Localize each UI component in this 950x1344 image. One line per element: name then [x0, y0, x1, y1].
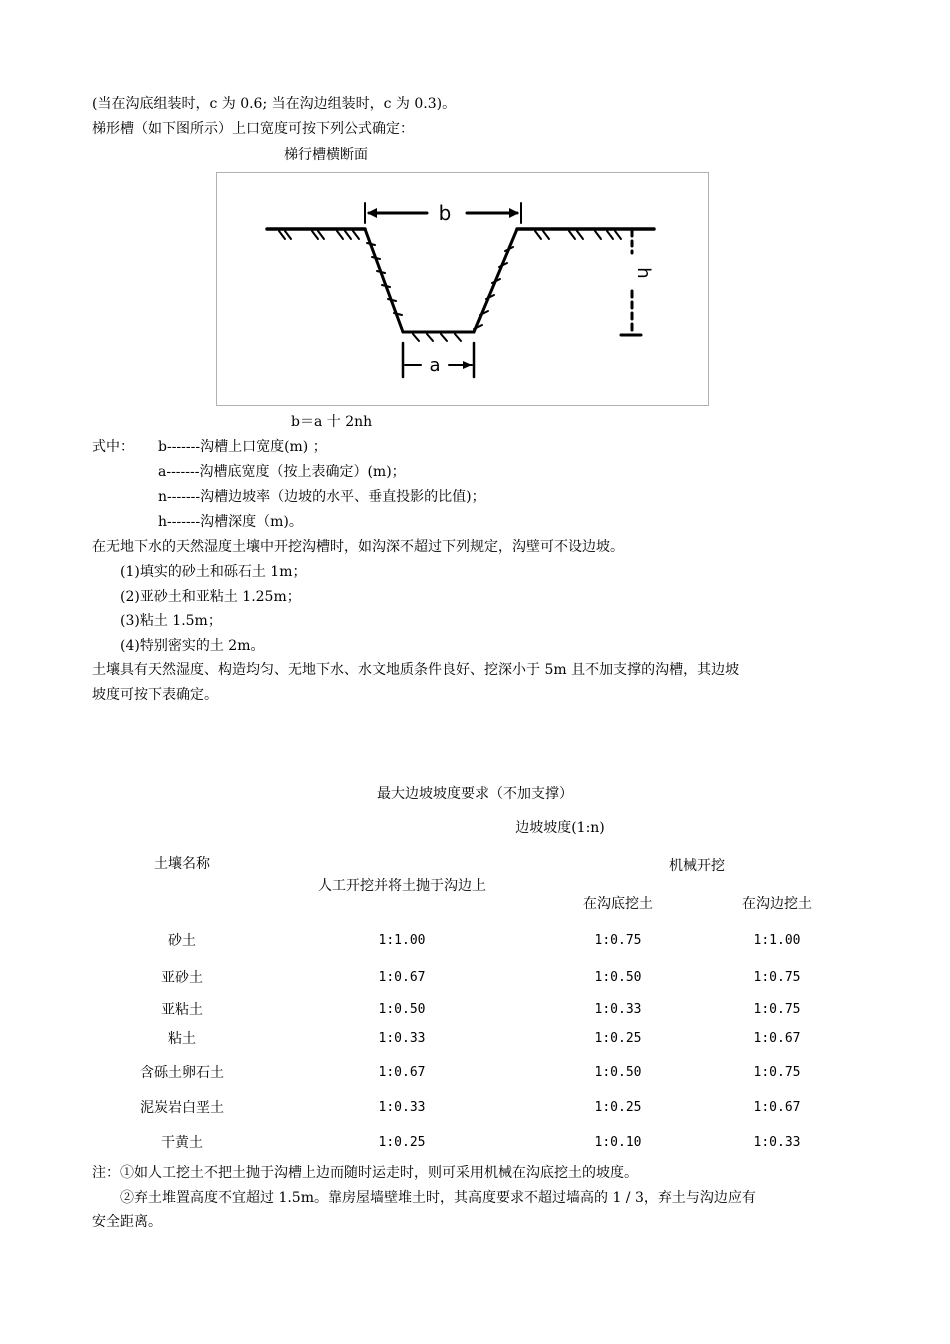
cell-soil: 亚砂土 [161, 970, 203, 986]
cell-machine-side: 1:1.00 [753, 933, 801, 948]
dim-b-arrow-left [367, 208, 377, 218]
definition-h: h-------沟槽深度（m)。 [158, 514, 303, 530]
ground-hatch-left [279, 231, 359, 239]
cell-machine-side: 1:0.67 [753, 1031, 801, 1046]
cell-machine-bottom: 1:0.25 [594, 1100, 642, 1115]
dim-a-arrow-right [463, 361, 472, 369]
label-h: h [633, 267, 654, 279]
column-header-manual: 人工开挖并将土抛于沟边上 [318, 878, 486, 894]
rule-item-4: (4)特别密实的土 2m。 [120, 638, 265, 654]
cell-soil: 砂土 [168, 933, 196, 949]
label-b: b [438, 201, 452, 225]
cell-machine-side: 1:0.75 [753, 1002, 801, 1017]
cell-soil: 含砾土卵石土 [140, 1065, 224, 1081]
rule-item-1: (1)填实的砂土和砾石土 1m； [120, 564, 307, 580]
cell-manual: 1:0.33 [378, 1031, 426, 1046]
definition-b: b-------沟槽上口宽度(m) ； [158, 439, 327, 455]
dim-b-arrow-right [509, 208, 519, 218]
cell-manual: 1:0.33 [378, 1100, 426, 1115]
cell-machine-bottom: 1:0.75 [594, 933, 642, 948]
cell-soil: 泥炭岩白垩土 [140, 1100, 224, 1116]
formula: b＝a 十 2nh [291, 414, 373, 430]
definitions-prefix: 式中： [92, 439, 134, 455]
rule-intro: 在无地下水的天然湿度土壤中开挖沟槽时，如沟深不超过下列规定，沟壁可不设边坡。 [92, 539, 624, 555]
diagram-caption: 梯行槽横断面 [284, 147, 368, 163]
intro-line-2: 梯形槽（如下图所示）上口宽度可按下列公式确定： [92, 121, 414, 137]
column-header-machine: 机械开挖 [669, 858, 725, 874]
ground-hatch-right [535, 231, 621, 239]
table-group-header: 边坡坡度(1:n) [515, 820, 605, 836]
cell-machine-bottom: 1:0.50 [594, 1065, 642, 1080]
cell-manual: 1:0.67 [378, 970, 426, 985]
cell-machine-side: 1:0.75 [753, 1065, 801, 1080]
definition-n: n-------沟槽边坡率（边坡的水平、垂直投影的比值)； [158, 489, 486, 505]
bottom-hatch [413, 334, 461, 341]
cell-machine-bottom: 1:0.10 [594, 1135, 642, 1150]
intro-line-1: (当在沟底组装时，c 为 0.6; 当在沟边组装时，c 为 0.3)。 [92, 96, 457, 112]
cell-manual: 1:0.50 [378, 1002, 426, 1017]
definition-a: a-------沟槽底宽度（按上表确定）(m)； [158, 464, 406, 480]
slope-paragraph-line-1: 土壤具有天然湿度、构造均匀、无地下水、水文地质条件良好、挖深小于 5m 且不加支撑的沟槽，其边坡 [92, 662, 740, 678]
rule-item-3: (3)粘土 1.5m； [120, 613, 222, 629]
column-header-soil: 土壤名称 [154, 856, 210, 872]
column-header-machine-side: 在沟边挖土 [742, 896, 812, 912]
cell-machine-bottom: 1:0.33 [594, 1002, 642, 1017]
cell-machine-side: 1:0.75 [753, 970, 801, 985]
cell-soil: 粘土 [168, 1031, 196, 1047]
slope-paragraph-line-2: 坡度可按下表确定。 [92, 687, 218, 703]
column-header-machine-bottom: 在沟底挖土 [583, 896, 653, 912]
cell-machine-bottom: 1:0.50 [594, 970, 642, 985]
cell-soil: 干黄土 [161, 1135, 203, 1151]
trench-diagram-svg [217, 173, 708, 405]
trench-cross-section-diagram [216, 172, 709, 406]
cell-machine-side: 1:0.33 [753, 1135, 801, 1150]
cell-manual: 1:0.25 [378, 1135, 426, 1150]
cell-machine-side: 1:0.67 [753, 1100, 801, 1115]
label-a: a [429, 355, 441, 376]
cell-machine-bottom: 1:0.25 [594, 1031, 642, 1046]
table-title: 最大边坡坡度要求（不加支撑） [377, 786, 573, 802]
note-2-line-2: 安全距离。 [92, 1214, 162, 1230]
cell-manual: 1:0.67 [378, 1065, 426, 1080]
cell-soil: 亚粘土 [161, 1002, 203, 1018]
note-1: 注：①如人工挖土不把土抛于沟槽上边而随时运走时，则可采用机械在沟底挖土的坡度。 [92, 1165, 638, 1181]
rule-item-2: (2)亚砂土和亚粘土 1.25m； [120, 589, 301, 605]
note-2-line-1: ②弃土堆置高度不宜超过 1.5m。靠房屋墙壁堆土时，其高度要求不超过墙高的 1 / 3，弃土与沟边应有 [120, 1190, 756, 1206]
cell-manual: 1:1.00 [378, 933, 426, 948]
